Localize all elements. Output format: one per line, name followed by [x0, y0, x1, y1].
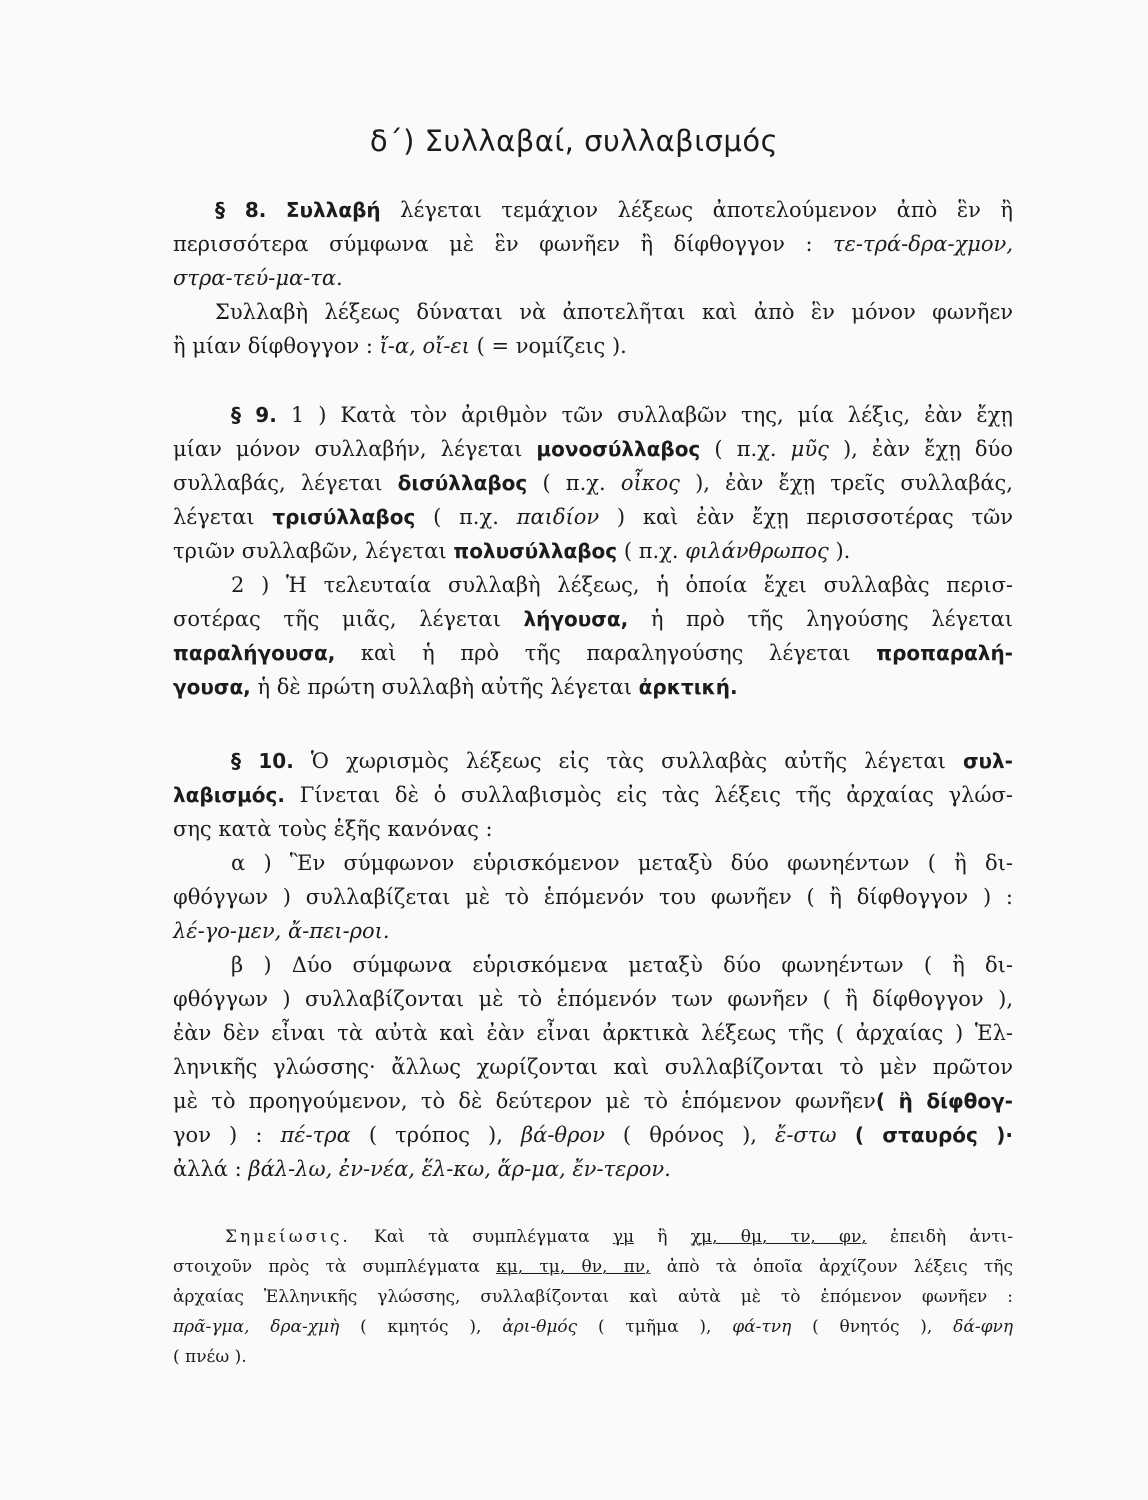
example: ἔ-στω: [775, 1123, 837, 1147]
paragraph-10: [173, 744, 1013, 1186]
rule-b-line: [173, 1118, 1013, 1152]
text: συλλαβάς, λέγεται: [173, 471, 398, 495]
p9-line: [173, 636, 1013, 670]
example: τε-τρά-δρα-χμον,: [833, 232, 1013, 256]
text: ( = νομίζεις ).: [469, 334, 627, 358]
text: μίαν μόνον συλλαβήν, λέγεται: [173, 437, 537, 461]
text: α ) Ἓν σύμφωνον εὑρισκόμενον μεταξὺ δύο φωνηέντων ( ἢ δι-: [231, 851, 1013, 875]
paragraph-8: [173, 193, 1013, 363]
text: φθόγγων ) συλλαβίζεται μὲ τὸ ἑπόμενόν του φωνῆεν ( ἢ δίφθογγον ) :: [173, 885, 1013, 909]
p8-line: [173, 329, 1013, 363]
example: δά-φνη: [953, 1317, 1014, 1337]
term-syllable: Συλλαβή: [285, 198, 381, 222]
text: ἡ δὲ πρώτη συλλαβὴ αὐτῆς λέγεται: [250, 675, 639, 699]
text: ἢ μίαν δίφθογγον :: [173, 334, 380, 358]
note-line: [173, 1282, 1013, 1312]
example: βάλ-λω, ἐν-νέα, ἕλ-κω, ἅρ-μα, ἔν-τερον.: [248, 1157, 671, 1181]
note-block: [173, 1222, 1013, 1372]
text: ἀπὸ τὰ ὁποῖα ἀρχίζουν λέξεις τῆς: [650, 1257, 1014, 1277]
term-trisyllabic: τρισύλλαβος: [272, 505, 416, 529]
text: ληνικῆς γλώσσης· ἄλλως χωρίζονται καὶ συλλαβίζονται τὸ μὲν πρῶτον: [173, 1055, 1013, 1079]
term-disyllabic: δισύλλαβος: [397, 471, 528, 495]
text: ( π.χ.: [415, 505, 517, 529]
rule-b-line: [173, 1050, 1013, 1084]
text: μὲ τὸ προηγούμενον, τὸ δὲ δεύτερον μὲ τὸ ἑπόμενον φωνῆεν: [173, 1089, 876, 1113]
paragraph-9: [173, 398, 1013, 704]
section-title: δ΄) Συλλαβαί, συλλαβισμός: [369, 124, 779, 158]
text: φθόγγων ) συλλαβίζονται μὲ τὸ ἑπόμενόν των φωνῆεν ( ἢ δίφθογγον ),: [173, 987, 1013, 1011]
text: στοιχοῦν πρὸς τὰ συμπλέγματα: [173, 1257, 497, 1277]
text: ( π.χ.: [617, 539, 686, 563]
text: γον ) :: [173, 1123, 281, 1147]
text: περισσότερα σύμφωνα μὲ ἓν φωνῆεν ἢ δίφθογγον :: [173, 232, 834, 256]
rule-b-line: [173, 982, 1013, 1016]
text: ) καὶ ἐὰν ἔχῃ περισσοτέρας τῶν: [599, 505, 1014, 529]
text: ), ἐὰν ἔχῃ δύο: [828, 437, 1013, 461]
p8-line: [173, 261, 1013, 295]
note-line: [173, 1222, 1013, 1252]
p10-line: [173, 744, 1013, 778]
text: ( π.χ.: [700, 437, 791, 461]
note-label: Σημείωσις.: [225, 1227, 351, 1247]
example: πρᾶ-γμα, δρα-χμὴ: [173, 1317, 340, 1337]
text: Γίνεται δὲ ὁ συλλαβισμὸς εἰς τὰς λέξεις τῆς ἀρχαίας γλώσ-: [285, 783, 1013, 807]
p10-line: [173, 778, 1013, 812]
text: ἐπειδὴ ἀντι-: [866, 1227, 1014, 1247]
text: ( κμητός ),: [339, 1317, 503, 1337]
example: οἶκος: [620, 471, 680, 495]
section-number-10: § 10.: [231, 749, 294, 773]
rule-a-line: [173, 914, 1013, 948]
text: ἡ πρὸ τῆς ληγούσης λέγεται: [628, 607, 1014, 631]
text: ).: [828, 539, 851, 563]
example: πέ-τρα: [280, 1123, 351, 1147]
rule-b-line: [173, 948, 1013, 982]
text: 2 ) Ἡ τελευταία συλλαβὴ λέξεως, ἡ ὁποία ἔχει συλλαβὰς περισ-: [231, 573, 1013, 597]
rule-b-line: [173, 1016, 1013, 1050]
text: ( τμῆμα ),: [577, 1317, 733, 1337]
rule-a-line: [173, 846, 1013, 880]
example: βά-θρον: [521, 1123, 605, 1147]
rule-a-line: [173, 880, 1013, 914]
text: ( θρόνος ),: [604, 1123, 776, 1147]
term-antepenultimate: προπαραλή-: [876, 641, 1013, 665]
underlined-cluster: χμ, θμ, τν, φν,: [690, 1227, 867, 1247]
text: ἢ: [634, 1227, 691, 1247]
text: Καὶ τὰ συμπλέγματα: [350, 1227, 613, 1247]
text: Συλλαβὴ λέξεως δύναται νὰ ἀποτελῆται καὶ ἀπὸ ἓν μόνον φωνῆεν: [215, 300, 1013, 324]
example: λέ-γο-μεν, ἄ-πει-ροι.: [173, 919, 390, 943]
p10-line: [173, 812, 1013, 846]
rule-b-line: [173, 1152, 1013, 1186]
p9-line: [173, 432, 1013, 466]
section-number-9: § 9.: [231, 403, 277, 427]
p9-line: [173, 500, 1013, 534]
example: στρα-τεύ-μα-τα.: [173, 266, 343, 290]
text: τριῶν συλλαβῶν, λέγεται: [173, 539, 454, 563]
p9-line: [173, 602, 1013, 636]
text: λέγεται τεμάχιον λέξεως ἀποτελούμενον ἀπὸ ἓν ἢ: [380, 198, 1013, 222]
term-monosyllabic: μονοσύλλαβος: [536, 437, 701, 461]
section-number-8: § 8.: [215, 198, 267, 222]
p9-line: [173, 466, 1013, 500]
bold-text: ( ἢ δίφθογ-: [875, 1089, 1013, 1113]
term-penultimate: παραλήγουσα,: [173, 641, 336, 665]
text: ἀρχαίας Ἑλληνικῆς γλώσσης, συλλαβίζονται καὶ αὐτὰ μὲ τὸ ἑπόμενον φωνῆεν :: [173, 1287, 1013, 1307]
underlined-cluster: κμ, τμ, θν, πν,: [496, 1257, 651, 1277]
term-initial-syllable: ἀρκτική.: [638, 675, 738, 699]
text: λέγεται: [173, 505, 273, 529]
term-antepenultimate-cont: γουσα,: [173, 675, 251, 699]
term-polysyllabic: πολυσύλλαβος: [453, 539, 618, 563]
p9-line: [173, 670, 1013, 704]
p8-line: [173, 227, 1013, 261]
text: ( θνητός ),: [791, 1317, 954, 1337]
text: σοτέρας τῆς μιᾶς, λέγεται: [173, 607, 524, 631]
text: σης κατὰ τοὺς ἑξῆς κανόνας :: [173, 817, 493, 841]
p9-line: [173, 534, 1013, 568]
text: Ὁ χωρισμὸς λέξεως εἰς τὰς συλλαβὰς αὐτῆς λέγεται: [293, 749, 963, 773]
text: 1 ) Κατὰ τὸν ἀριθμὸν τῶν συλλαβῶν της, μία λέξις, ἐὰν ἔχῃ: [276, 403, 1013, 427]
rule-b-line: [173, 1084, 1013, 1118]
term-syllabification: συλ-: [962, 749, 1013, 773]
text: ( τρόπος ),: [350, 1123, 522, 1147]
example: ἀρι-θμός: [502, 1317, 578, 1337]
bold-text: ( σταυρός )·: [836, 1123, 1013, 1147]
note-line: [173, 1342, 1013, 1372]
example: ἴ-α, οἴ-ει: [379, 334, 470, 358]
p9-line: [173, 398, 1013, 432]
text: ( πνέω ).: [173, 1347, 247, 1367]
underlined-cluster: γμ: [612, 1227, 635, 1247]
p9-line: [173, 568, 1013, 602]
term-syllabification-cont: λαβισμός.: [173, 783, 285, 807]
example: φιλάνθρωπος: [685, 539, 829, 563]
text: ), ἐὰν ἔχῃ τρεῖς συλλαβάς,: [679, 471, 1013, 495]
text: ἀλλά :: [173, 1157, 249, 1181]
note-line: [173, 1312, 1013, 1342]
example: φά-τνη: [732, 1317, 792, 1337]
p8-line: [173, 295, 1013, 329]
text: ἐὰν δὲν εἶναι τὰ αὐτὰ καὶ ἐὰν εἶναι ἀρκτικὰ λέξεως τῆς ( ἀρχαίας ) Ἑλ-: [173, 1021, 1013, 1045]
term-final-syllable: λήγουσα,: [523, 607, 629, 631]
example: παιδίον: [516, 505, 600, 529]
text: καὶ ἡ πρὸ τῆς παραληγούσης λέγεται: [335, 641, 877, 665]
p8-line: [173, 193, 1013, 227]
note-line: [173, 1252, 1013, 1282]
text: β ) Δύο σύμφωνα εὑρισκόμενα μεταξὺ δύο φωνηέντων ( ἢ δι-: [231, 953, 1013, 977]
example: μῦς: [790, 437, 829, 461]
text: ( π.χ.: [527, 471, 621, 495]
